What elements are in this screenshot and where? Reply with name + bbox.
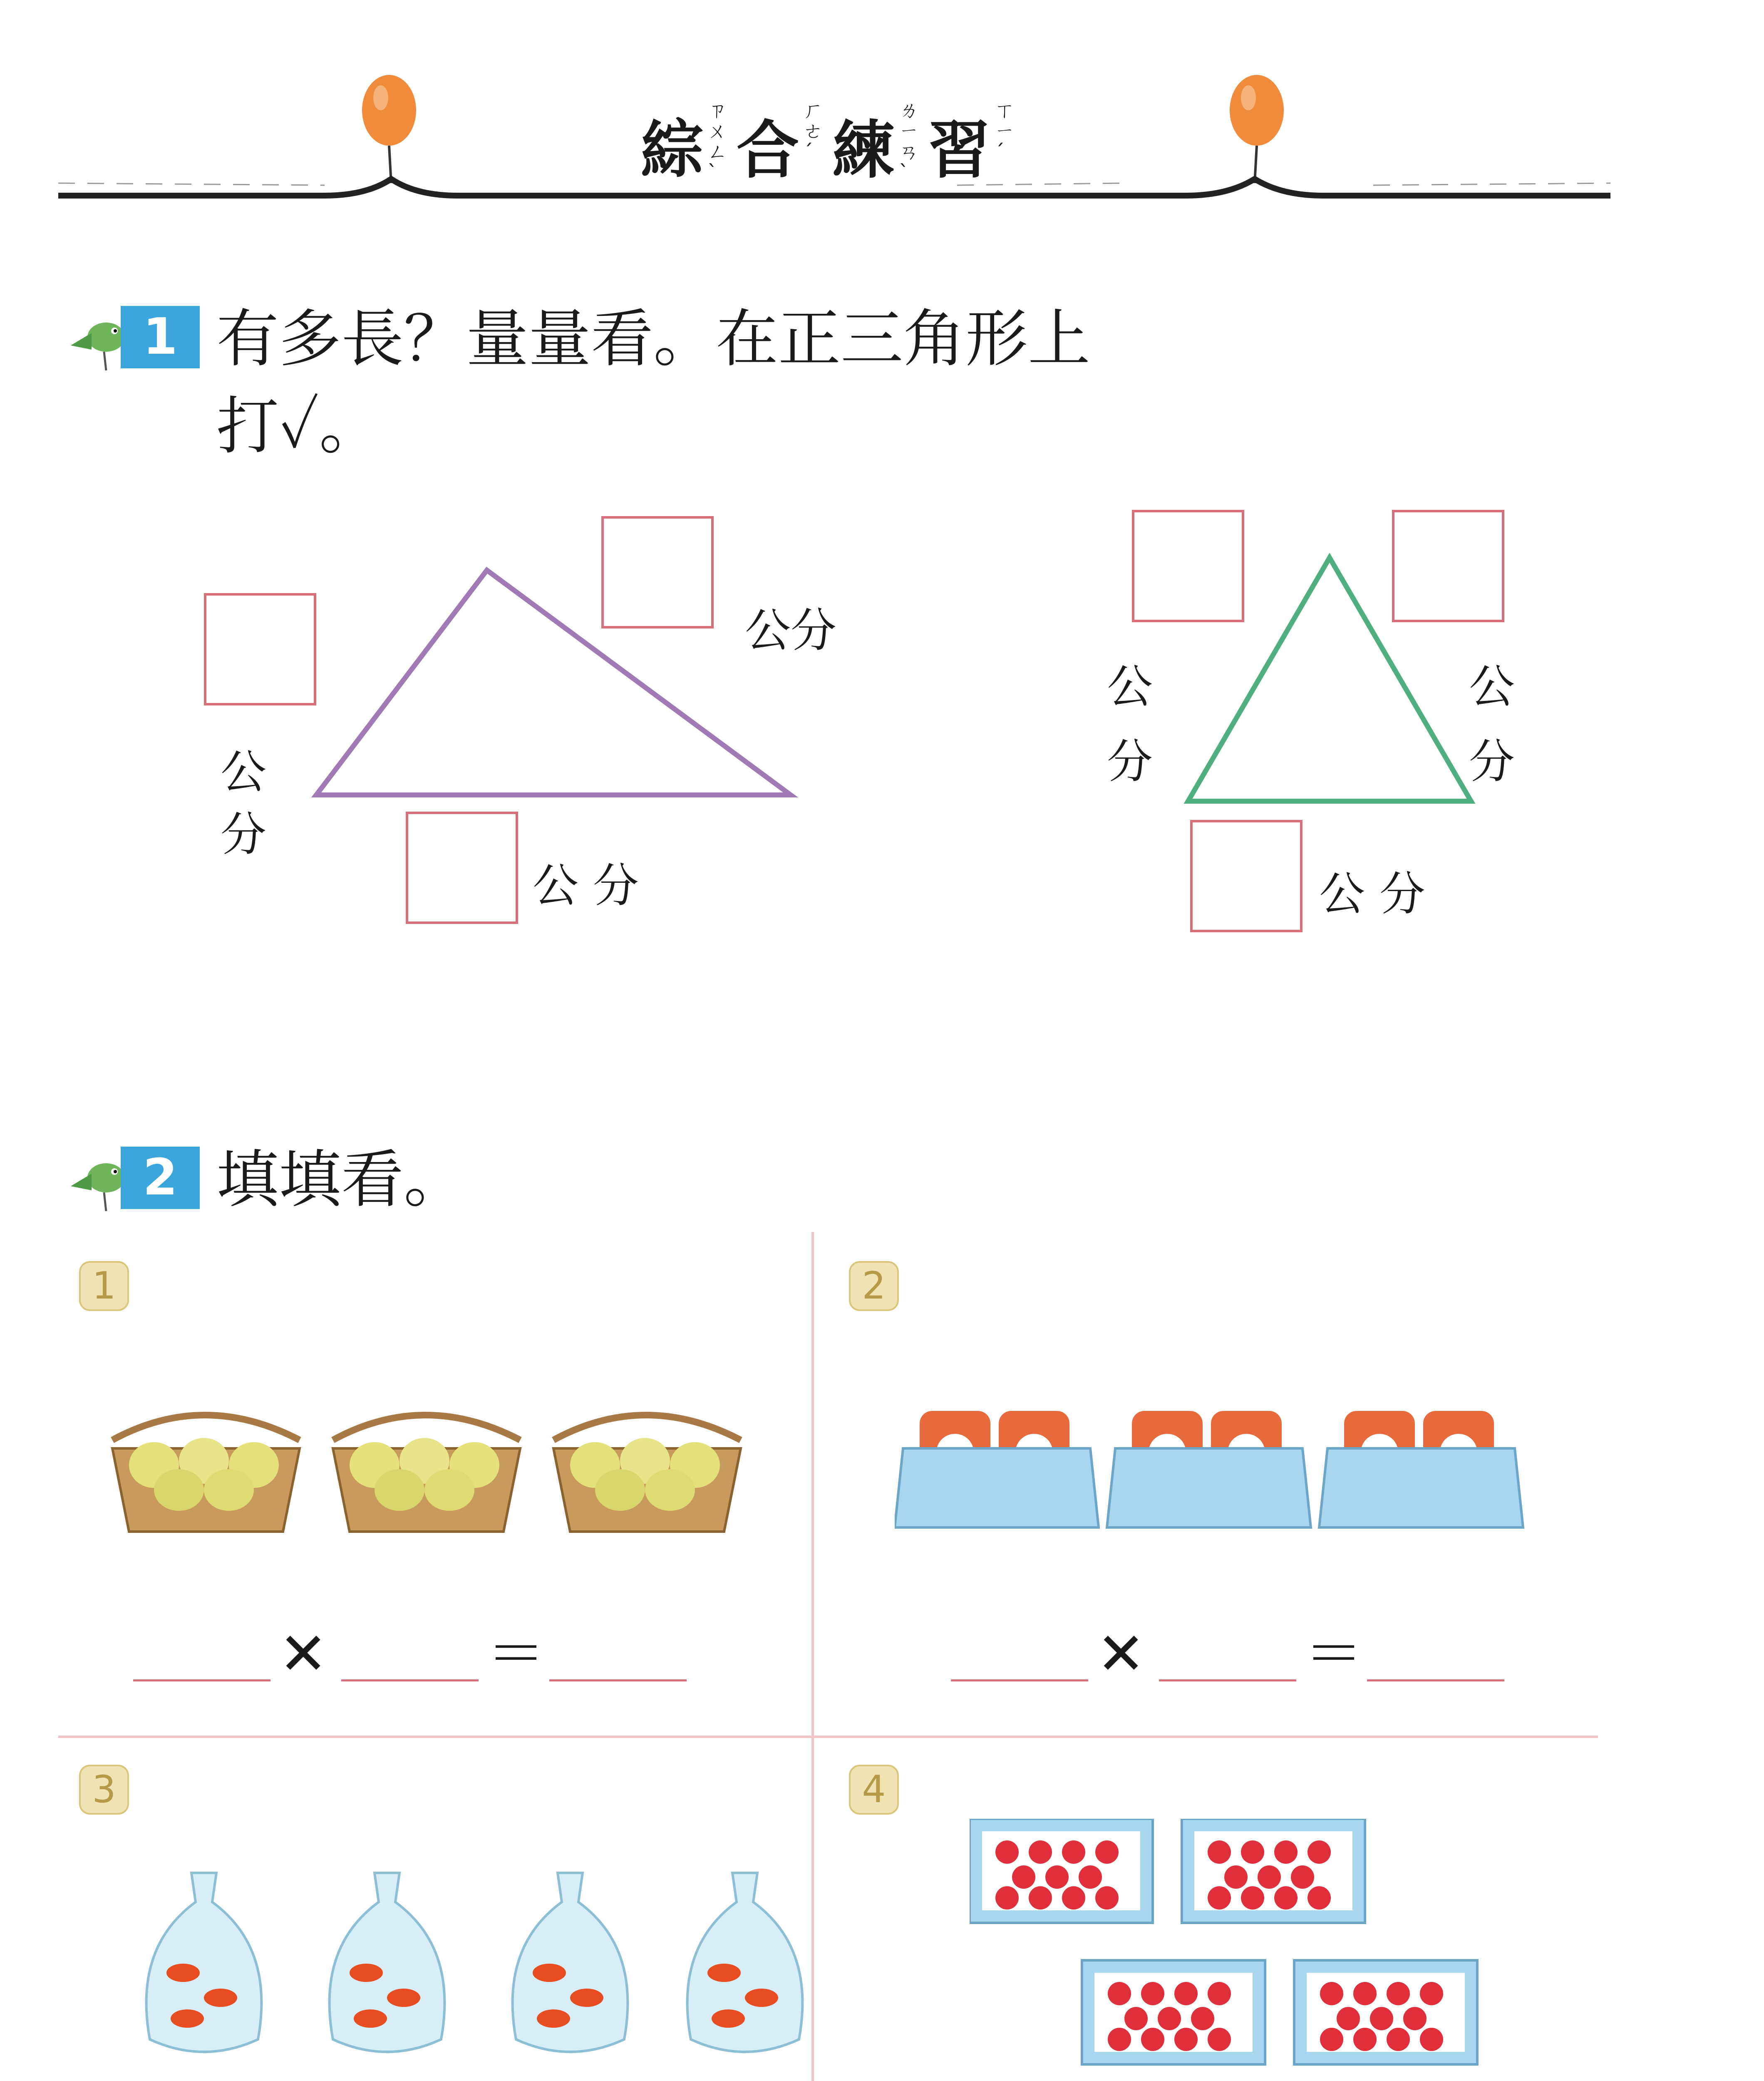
strawberry-trays-illustration xyxy=(970,1819,1523,2081)
answer-blank[interactable] xyxy=(341,1679,479,1681)
mug-box-icon xyxy=(895,1411,1099,1527)
question-2-badge: 2 xyxy=(121,1147,200,1209)
basket-icon xyxy=(112,1415,300,1532)
unit-label: 公分 xyxy=(1469,660,1515,788)
item-4-badge: 4 xyxy=(849,1765,899,1815)
panda-mug-boxes-illustration xyxy=(895,1403,1552,1540)
equals-sign: ＝ xyxy=(487,1620,546,1688)
obtuse-triangle xyxy=(316,570,791,795)
answer-blank[interactable] xyxy=(133,1679,270,1681)
answer-box-right-side[interactable] xyxy=(601,516,714,628)
unit-label: 公 分 xyxy=(533,859,639,912)
answer-box-eq-bottom-side[interactable] xyxy=(1190,820,1303,932)
balloon-right-icon xyxy=(1230,75,1284,183)
answer-box-eq-left-side[interactable] xyxy=(1132,510,1244,622)
answer-box-bottom-side[interactable] xyxy=(406,812,518,924)
item-3-badge: 3 xyxy=(79,1765,129,1815)
unit-label: 公分 xyxy=(1107,660,1153,788)
question-1-text-line2: 打✓。 xyxy=(216,390,382,463)
strawberry-tray-icon xyxy=(1182,1819,1365,1923)
item-2-badge: 2 xyxy=(849,1261,899,1311)
equals-sign: ＝ xyxy=(1305,1620,1363,1688)
goldfish-bag-icon xyxy=(687,1873,803,2052)
item-1-badge: 1 xyxy=(79,1261,129,1311)
basket-icon xyxy=(553,1415,741,1532)
goldfish-bag-icon xyxy=(146,1873,262,2052)
mug-box-icon xyxy=(1107,1411,1311,1527)
answer-box-left-side[interactable] xyxy=(204,593,316,705)
pear-baskets-illustration xyxy=(104,1382,753,1548)
answer-blank[interactable] xyxy=(951,1679,1088,1681)
grid-divider-horizontal xyxy=(58,1736,1598,1738)
balloon-left-icon xyxy=(362,75,416,183)
strawberry-tray-icon xyxy=(970,1819,1153,1923)
strawberry-tray-icon xyxy=(1294,1960,1477,2064)
mug-box-icon xyxy=(1319,1411,1523,1527)
unit-label: 公 分 xyxy=(1319,867,1425,921)
question-1-badge: 1 xyxy=(121,306,200,368)
unit-label: 公分 xyxy=(221,745,266,861)
basket-icon xyxy=(333,1415,520,1532)
goldfish-bag-icon xyxy=(330,1873,445,2052)
answer-blank[interactable] xyxy=(1367,1679,1504,1681)
question-1-text-line1: 有多長？量量看。在正三角形上 xyxy=(216,303,1091,375)
unit-label: 公分 xyxy=(745,604,836,657)
times-sign: ✕ xyxy=(279,1620,328,1688)
page-title: 綜ㄗㄨㄥˋ 合ㄏㄜˊ 練ㄌㄧㄢˋ 習ㄒㄧˊ xyxy=(641,99,1019,187)
question-2-text: 填填看。 xyxy=(216,1144,466,1216)
goldfish-bag-icon xyxy=(513,1873,628,2052)
answer-blank[interactable] xyxy=(1159,1679,1296,1681)
times-sign: ✕ xyxy=(1097,1620,1146,1688)
answer-box-eq-right-side[interactable] xyxy=(1392,510,1504,622)
answer-blank[interactable] xyxy=(549,1679,687,1681)
strawberry-tray-icon xyxy=(1082,1960,1265,2064)
goldfish-bags-illustration xyxy=(108,1865,807,2081)
grid-divider-vertical xyxy=(811,1232,814,2081)
